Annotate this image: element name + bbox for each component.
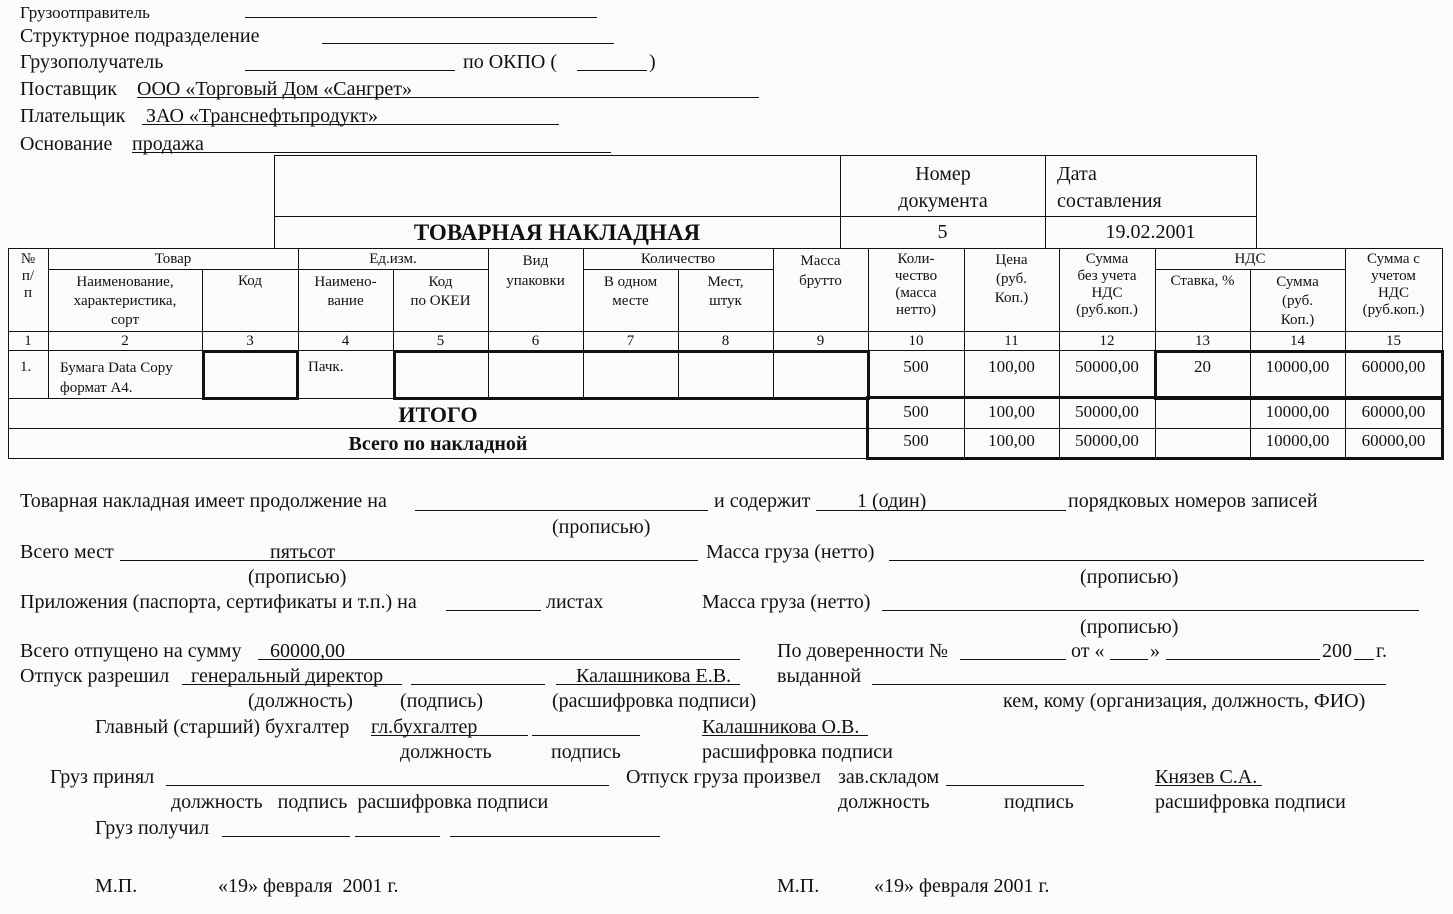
in-words-caption: (прописью) (1080, 616, 1179, 638)
grand-price: 100,00 (988, 431, 1035, 450)
grand-qty: 500 (903, 431, 929, 450)
okpo-field[interactable] (577, 70, 647, 71)
dispatched-name-field[interactable] (1155, 785, 1262, 786)
col-number: 9 (816, 333, 825, 349)
supplier-label: Поставщик (20, 78, 117, 100)
received-position-field[interactable] (222, 836, 350, 837)
row-unit-name: Пачк. (308, 359, 344, 375)
payer-label: Плательщик (20, 105, 126, 127)
contains-field[interactable] (816, 510, 1066, 511)
col-goods-code-header: Код (238, 273, 262, 289)
col-gross-header: Масса брутто (799, 253, 842, 289)
decoding-caption: (расшифровка подписи) (552, 690, 757, 712)
accepted-captions: должность подпись расшифровка подписи (171, 791, 549, 813)
doc-number-label: Номер документа (898, 163, 988, 212)
consignee-field[interactable] (245, 70, 455, 71)
accountant-name: Калашникова О.В. (702, 716, 860, 738)
col-vat-header: НДС (1234, 251, 1266, 267)
position-caption: (должность) (248, 690, 353, 712)
accepted-field[interactable] (166, 785, 609, 786)
received-name-field[interactable] (450, 836, 660, 837)
in-words-caption: (прописью) (552, 516, 651, 538)
signature-plain: подпись (551, 741, 621, 763)
allowed-label: Отпуск разрешил (20, 665, 170, 687)
document-title: ТОВАРНАЯ НАКЛАДНАЯ (413, 220, 701, 245)
col-sum-novat-header: Сумма без учета НДС (руб.коп.) (1076, 251, 1138, 318)
in-words-caption: (прописью) (1080, 566, 1179, 588)
allowed-position: генеральный директор (191, 665, 384, 687)
col-unit-okei-header: Код по ОКЕИ (410, 274, 471, 309)
consignee-label: Грузополучатель (20, 51, 164, 73)
col-number: 5 (436, 333, 445, 349)
accountant-position: гл.бухгалтер (371, 716, 478, 738)
shipper-field[interactable] (245, 17, 597, 18)
supplier-value: ООО «Торговый Дом «Сангрет» (137, 78, 412, 100)
row-qty: 500 (903, 357, 929, 376)
col-sum-vat-header: Сумма с учетом НДС (руб.коп.) (1362, 251, 1425, 318)
row-price: 100,00 (988, 357, 1035, 376)
date-left: «19» февраля 2001 г. (218, 875, 399, 897)
accountant-label: Главный (старший) бухгалтер (95, 716, 350, 738)
supplier-field[interactable] (137, 97, 759, 98)
col-number: 15 (1386, 333, 1401, 349)
position-plain-2: должность (838, 791, 930, 813)
mass-net-field-2[interactable] (882, 610, 1419, 611)
from-label: от « (1071, 640, 1105, 662)
total-label: ИТОГО (398, 402, 478, 427)
decoding-plain-2: расшифровка подписи (1155, 791, 1346, 813)
doc-date-label: Дата составления (1057, 163, 1162, 212)
accountant-position-field[interactable] (371, 735, 528, 736)
col-qty-one-header: В одном месте (603, 274, 658, 309)
col-number: 1 (24, 333, 32, 349)
places-label: Всего мест (20, 541, 114, 563)
from-close: » (1150, 640, 1160, 662)
records-label: порядковых номеров записей (1068, 490, 1318, 512)
total-qty: 500 (903, 402, 929, 421)
shipper-label: Грузоотправитель (20, 3, 150, 22)
basis-value: продажа (132, 133, 204, 155)
row-vat-rate: 20 (1194, 357, 1211, 376)
division-field[interactable] (322, 43, 614, 44)
col-number: 2 (121, 333, 129, 349)
places-field[interactable] (120, 560, 698, 561)
contains-label: и содержит (714, 490, 811, 512)
continue-label: Товарная накладная имеет продолжение на (20, 490, 387, 512)
okpo-label: по ОКПО ( (463, 51, 558, 73)
continue-field[interactable] (415, 510, 708, 511)
allowed-position-field[interactable] (182, 684, 402, 685)
col-goods-header: Товар (154, 251, 192, 267)
col-number: 13 (1195, 333, 1210, 349)
doc-date: 19.02.2001 (1105, 221, 1196, 243)
mass-net-label-2: Масса груза (нетто) (702, 591, 871, 613)
payer-field[interactable] (142, 124, 559, 125)
col-number: 3 (246, 333, 254, 349)
dispatched-position: зав.складом (838, 766, 940, 788)
col-net-header: Коли- чество (масса нетто) (894, 251, 938, 318)
col-qty-places-header: Мест, штук (707, 274, 744, 309)
col-price-header: Цена (руб. Коп.) (994, 252, 1029, 306)
signature-plain-2: подпись (1004, 791, 1074, 813)
accountant-name-field[interactable] (702, 735, 868, 736)
basis-field[interactable] (132, 152, 611, 153)
attach-field[interactable] (446, 610, 541, 611)
decoding-plain: расшифровка подписи (702, 741, 893, 763)
contains-value: 1 (один) (857, 490, 927, 512)
released-sum-field[interactable] (258, 659, 740, 660)
col-unit-name-header: Наимено- вание (314, 274, 377, 309)
position-plain: должность (400, 741, 492, 763)
attach-label: Приложения (паспорта, сертификаты и т.п.) на (20, 591, 417, 613)
date-right: «19» февраля 2001 г. (874, 875, 1050, 897)
accountant-signature-field[interactable] (532, 735, 640, 736)
col-number: 8 (721, 333, 730, 349)
issued-label: выданной (777, 665, 862, 687)
total-sum-vat: 60000,00 (1361, 402, 1426, 421)
allowed-name-field[interactable] (556, 684, 740, 685)
col-vat-rate-header: Ставка, % (1170, 273, 1235, 289)
col-vat-sum-header: Сумма (руб. Коп.) (1276, 274, 1319, 328)
proxy-number-field[interactable] (960, 659, 1066, 660)
col-qty-header: Количество (640, 251, 716, 267)
proxy-label: По доверенности № (777, 640, 949, 662)
row-sum-novat: 50000,00 (1075, 357, 1139, 376)
dispatched-signature-field[interactable] (946, 785, 1084, 786)
whom-caption: кем, кому (организация, должность, ФИО) (1003, 690, 1366, 712)
total-price: 100,00 (988, 402, 1035, 421)
signature-caption: (подпись) (400, 690, 484, 712)
year-label: 200 (1322, 640, 1352, 662)
okpo-close: ) (649, 51, 656, 73)
basis-label: Основание (20, 133, 113, 155)
stamp-left: М.П. (95, 875, 138, 897)
allowed-signature-field[interactable] (411, 684, 545, 685)
accepted-label: Груз принял (50, 766, 155, 788)
mass-net-field[interactable] (889, 560, 1424, 561)
col-number: 14 (1290, 333, 1305, 349)
total-sum-novat: 50000,00 (1075, 402, 1139, 421)
received-label: Груз получил (95, 817, 210, 839)
dispatched-name: Князев С.А. (1155, 766, 1258, 788)
row-sum-vat: 60000,00 (1361, 357, 1426, 376)
col-no-header: № п/ п (20, 251, 36, 301)
doc-number: 5 (937, 221, 948, 243)
received-signature-field[interactable] (355, 836, 440, 837)
row-vat-sum: 10000,00 (1265, 357, 1330, 376)
proxy-day-field[interactable] (1110, 659, 1148, 660)
grand-vat-sum: 10000,00 (1265, 431, 1330, 450)
division-label: Структурное подразделение (20, 25, 260, 47)
col-number: 7 (626, 333, 635, 349)
grand-sum-novat: 50000,00 (1075, 431, 1139, 450)
col-pack-header: Вид упаковки (506, 253, 565, 289)
row-goods-name: Бумага Data Copy формат А4. (60, 360, 173, 396)
row-no: 1. (20, 359, 32, 375)
released-sum-label: Всего отпущено на сумму (20, 640, 242, 662)
year-suffix: г. (1376, 640, 1387, 662)
proxy-year-field[interactable] (1354, 659, 1374, 660)
col-goods-name-header: Наименование, характеристика, сорт (73, 274, 177, 328)
col-number: 10 (908, 333, 924, 349)
stamp-right: М.П. (777, 875, 820, 897)
mass-net-label: Масса груза (нетто) (706, 541, 875, 563)
places-value: пятьсот (270, 541, 336, 563)
total-vat-sum: 10000,00 (1265, 402, 1330, 421)
col-number: 6 (531, 333, 540, 349)
sheets-label: листах (546, 591, 604, 613)
issued-field[interactable] (872, 684, 1386, 685)
grand-total-label: Всего по накладной (348, 433, 528, 455)
col-number: 11 (1004, 333, 1019, 349)
grand-sum-vat: 60000,00 (1361, 431, 1426, 450)
in-words-caption: (прописью) (248, 566, 347, 588)
proxy-month-field[interactable] (1166, 659, 1320, 660)
col-unit-header: Ед.изм. (369, 251, 417, 267)
allowed-name: Калашникова Е.В. (576, 665, 732, 687)
released-sum-value: 60000,00 (270, 640, 345, 662)
payer-value: ЗАО «Транснефтьпродукт» (146, 105, 378, 127)
col-number: 4 (341, 333, 350, 349)
dispatched-label: Отпуск груза произвел (626, 766, 821, 788)
col-number: 12 (1099, 333, 1115, 349)
